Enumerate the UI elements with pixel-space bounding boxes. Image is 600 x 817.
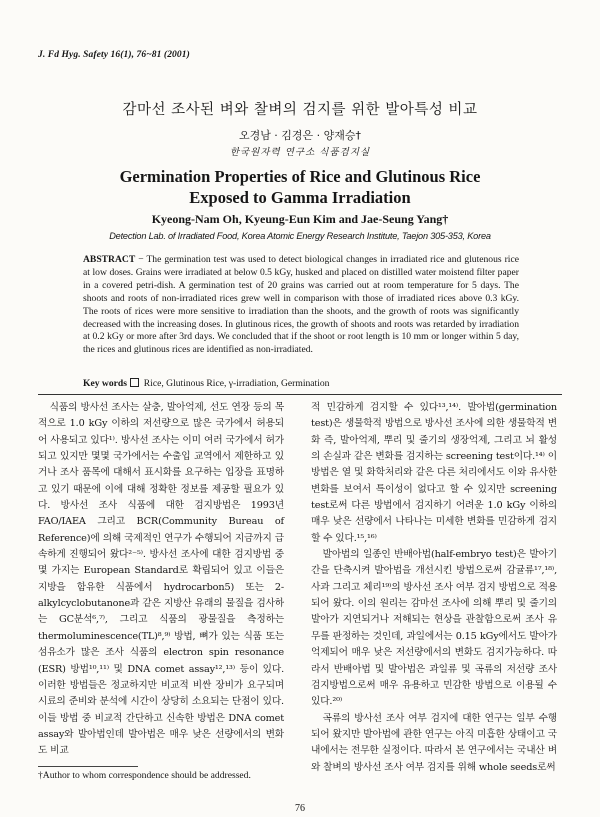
keywords: [83, 378, 329, 389]
body-paragraph: 발아법의 일종인 반배아법(half-embryo test)은 발아기간을 단축시켜 발아법을 개선시킨 방법으로써 감귤류¹⁷,¹⁸⁾, 사과 그리고 체리¹⁹⁾의 방사선 조사 여부 검지 방법으로 적용되어 왔다. 이의 원리는 감마선 조사에 의해 뿌리 및 줄기의 발아가 지연되거나 저해되는 현상을 관찰함으로써 조사 유무를 판정하는 것인데, 과일에서는 0.15 kGy에서도 발아가 억제되어 매우 낮은 저선량에서의 변화도 검지가능하다. 따라서 반배아법 및 발아법은 과일류 및 곡류의 저선량 조사 검지방법으로써 매우 유용하고 민감한 방법으로 이용될 수 있다.²⁰⁾: [311, 549, 557, 708]
body-paragraph: 식품의 방사선 조사는 살충, 발아억제, 선도 연장 등의 목적으로 1.0 kGy 이하의 저선량으로 많은 국가에서 허용되어 사용되고 있다¹⁾. 방사선 조사는 이미 여러 국가에서 허가되고 있지만 몇몇 국가에서는 수출입 교역에서 제한하고 있거나 조사 품목에 대해서 표시화를 요구하는 입장을 표명하고 있기 때문에 이에 대해 정확한 정보를 제공할 필요가 있다. 방사선 조사 식품에 대한 검지방법은 1993년 FAO/IAEA 그리고 BCR(Community Bureau of Reference)에 의해 국제적인 연구가 수행되어 지금까지 급속하게 진행되어 왔다²⁻⁵⁾. 방사선 조사에 대한 검지방법 중 몇 가지는 European Standard로 확립되어 있고 이들은 지방을 함유한 식품에서 hydrocarbon5) 또는 2-alkylcyclobutanone과 같은 지방산 유래의 물질을 검사하는 GC분석⁶,⁷⁾, 그리고 식품의 광물질을 측정하는 thermoluminescence(TL)⁸,⁹⁾ 방법, 뼈가 있는 식품 또는 섬유소가 많은 조사 식품의 electron spin resonance (ESR) 방법¹⁰,¹¹⁾ 및 DNA comet assay¹²,¹³⁾ 등이 있다. 이러한 방법들은 정교하지만 비교적 비싼 장비가 요구되며 시료의 준비와 분석에 시간이 상당히 소요되는 단점이 있다. 이들 방법 중 비교적 간단하고 신속한 방법은 DNA comet assay와 발아법인데 발아법은 매우 낮은 선량에서의 변화도 비교: [38, 402, 284, 757]
body-column-left: [38, 400, 284, 760]
korean-title: 감마선 조사된 벼와 찰벼의 검지를 위한 발아특성 비교: [122, 102, 478, 118]
abstract: [83, 254, 519, 357]
body-column-right: [311, 400, 557, 776]
page-number: 76: [295, 803, 305, 814]
footnote-divider: [38, 766, 138, 767]
english-authors: Kyeong-Nam Oh, Kyeung-Eun Kim and Jae-Seung Yang†: [151, 212, 449, 226]
keywords-label: Key words: [83, 378, 127, 389]
checkbox-square-icon: [130, 378, 139, 387]
footnote: †Author to whom correspondence should be addressed.: [38, 770, 251, 781]
korean-authors: 오경남 · 김경은 · 양재승†: [238, 129, 362, 142]
abstract-text: − The germination test was used to detect biological changes in irradiated rice and glutenous rice at low doses. Grains were irradiated at below 0.5 kGy, husked and placed on distilled water moistend filter paper in a covered petri-dish. A germination test of 20 grains was carried out at room temperature for 5 days. The shoots and roots of non-irradiated rices grew well in comparison with those of irradiated rices above 0.3 kGy. The roots of rices were more sensitive to irradiation than the shoots, and the growth of roots was significantly decreased with the increasing doses. In glutinous rices, the growth of shoots and roots was retarded by irradiation at 0.2 kGy or more after 3rd days. We concluded that if the shoot or root length is 10 mm or longer within 5 day, the rices and glutinous rices are identified as non-irradiated.: [83, 254, 519, 356]
journal-citation: J. Fd Hyg. Safety 16(1), 76~81 (2001): [38, 50, 190, 60]
english-title: [0, 166, 600, 208]
body-paragraph: 곡류의 방사선 조사 여부 검지에 대한 연구는 일부 수행되어 왔지만 발아법에 관한 연구는 아직 미흡한 상태이고 국내에서는 전무한 실정이다. 따라서 본 연구에서는 국내산 벼와 찰벼의 방사선 조사 여부 검지를 위해 whole seeds로써: [311, 712, 557, 773]
abstract-label: ABSTRACT: [83, 254, 136, 265]
korean-affiliation: 한국원자력 연구소 식품검지실: [229, 147, 371, 158]
english-title-line2: Exposed to Gamma Irradiation: [189, 188, 411, 207]
keywords-text: Rice, Glutinous Rice, γ-irradiation, Germination: [143, 378, 330, 389]
section-divider: [38, 394, 562, 395]
english-affiliation: Detection Lab. of Irradiated Food, Korea Atomic Energy Research Institute, Taejon 305-353, Korea: [109, 231, 491, 241]
body-paragraph: 적 민감하게 검지할 수 있다¹³,¹⁴⁾. 발아법(germination test)은 생물학적 방법으로 방사선 조사에 의한 생물학적 변화 즉, 발아억제, 뿌리 및 줄기의 생장억제, 그리고 뇌 활성의 손실과 같은 변화를 검지하는 screening test이다.¹⁴⁾ 이 방법은 열 및 화학처리와 같은 다른 처리에서도 이와 유사한 변화를 보여서 특이성이 없다고 할 수 있지만 screening test로써 다른 방법에서 검지하기 어려운 1.0 kGy 이하의 매우 낮은 선량에서 나타나는 미세한 변화를 민감하게 검지할 수 있다.¹⁵,¹⁶⁾: [311, 402, 557, 544]
english-title-line1: Germination Properties of Rice and Glutinous Rice: [119, 167, 481, 186]
